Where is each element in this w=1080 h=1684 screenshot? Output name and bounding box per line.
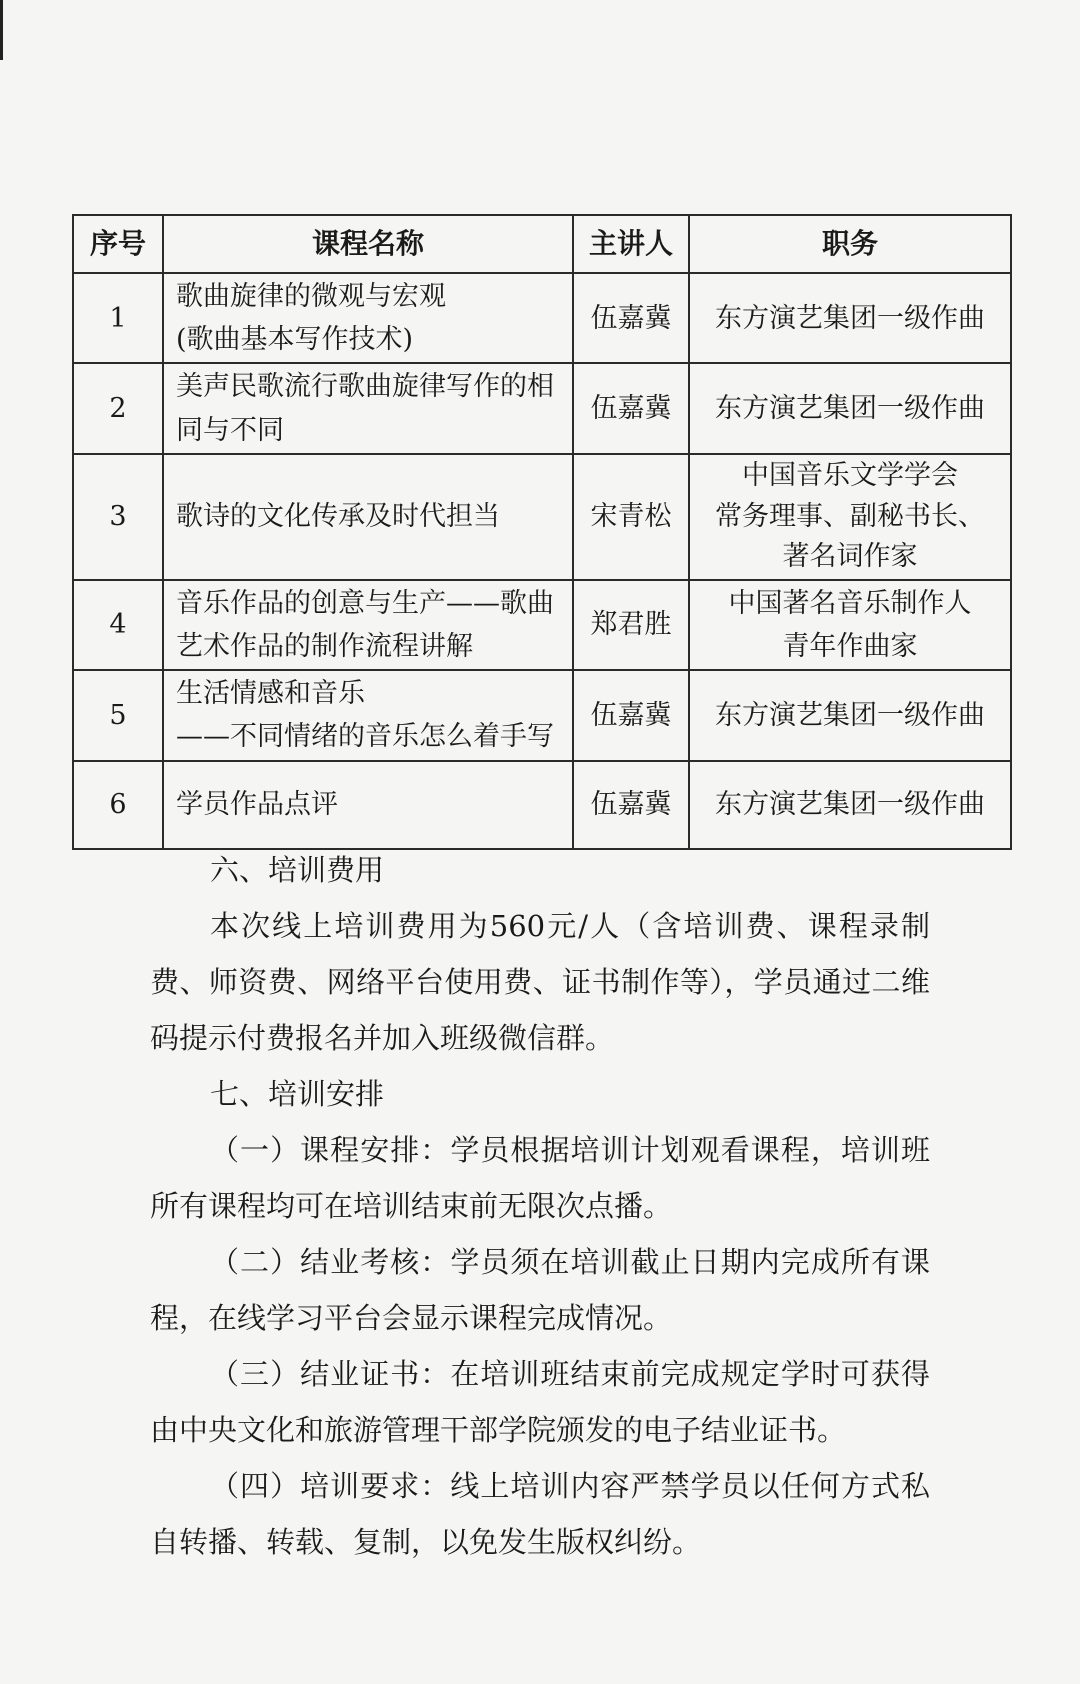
table-header-row bbox=[73, 215, 1011, 273]
table-row bbox=[73, 670, 1011, 760]
row-speaker: 郑君胜 bbox=[573, 580, 689, 670]
row-position: 东方演艺集团一级作曲 bbox=[689, 363, 1011, 453]
table-row bbox=[73, 363, 1011, 453]
header-idx: 序号 bbox=[73, 215, 163, 273]
row-course-name: 学员作品点评 bbox=[163, 761, 573, 849]
course-schedule-table bbox=[72, 214, 1012, 850]
row-position: 中国著名音乐制作人 青年作曲家 bbox=[689, 580, 1011, 670]
table-row bbox=[73, 273, 1011, 363]
row-speaker: 伍嘉冀 bbox=[573, 670, 689, 760]
row-idx: 3 bbox=[73, 454, 163, 580]
row-position: 中国音乐文学学会 常务理事、副秘书长、 著名词作家 bbox=[689, 454, 1011, 580]
row-idx: 2 bbox=[73, 363, 163, 453]
row-idx: 5 bbox=[73, 670, 163, 760]
row-position: 东方演艺集团一级作曲 bbox=[689, 273, 1011, 363]
row-speaker: 伍嘉冀 bbox=[573, 761, 689, 849]
document-body bbox=[150, 842, 930, 1570]
row-position: 东方演艺集团一级作曲 bbox=[689, 761, 1011, 849]
row-course-name: 生活情感和音乐 ——不同情绪的音乐怎么着手写 bbox=[163, 670, 573, 760]
row-course-name: 歌诗的文化传承及时代担当 bbox=[163, 454, 573, 580]
row-speaker: 伍嘉冀 bbox=[573, 363, 689, 453]
row-course-name: 音乐作品的创意与生产——歌曲 艺术作品的制作流程讲解 bbox=[163, 580, 573, 670]
table-row bbox=[73, 761, 1011, 849]
table-row bbox=[73, 580, 1011, 670]
section-7-item-requirements: （四）培训要求：线上培训内容严禁学员以任何方式私自转播、转载、复制，以免发生版权纠纷。 bbox=[150, 1469, 930, 1559]
row-position: 东方演艺集团一级作曲 bbox=[689, 670, 1011, 760]
section-6-heading: 六、培训费用 bbox=[210, 853, 385, 887]
row-course-name: 歌曲旋律的微观与宏观 (歌曲基本写作技术) bbox=[163, 273, 573, 363]
section-6-paragraph: 本次线上培训费用为560元/人（含培训费、课程录制费、师资费、网络平台使用费、证书制作等），学员通过二维码提示付费报名并加入班级微信群。 bbox=[150, 909, 930, 1055]
row-course-name: 美声民歌流行歌曲旋律写作的相 同与不同 bbox=[163, 363, 573, 453]
table-row bbox=[73, 454, 1011, 580]
row-speaker: 伍嘉冀 bbox=[573, 273, 689, 363]
row-speaker: 宋青松 bbox=[573, 454, 689, 580]
section-7-heading: 七、培训安排 bbox=[210, 1077, 385, 1111]
row-idx: 4 bbox=[73, 580, 163, 670]
section-7-item-course-arrangement: （一）课程安排：学员根据培训计划观看课程，培训班所有课程均可在培训结束前无限次点播。 bbox=[150, 1133, 930, 1223]
page-edge-mark bbox=[0, 0, 3, 60]
section-7-item-certificate: （三）结业证书：在培训班结束前完成规定学时可获得由中央文化和旅游管理干部学院颁发的电子结业证书。 bbox=[150, 1357, 930, 1447]
header-speaker: 主讲人 bbox=[573, 215, 689, 273]
row-idx: 1 bbox=[73, 273, 163, 363]
section-7-item-completion-assessment: （二）结业考核：学员须在培训截止日期内完成所有课程，在线学习平台会显示课程完成情况。 bbox=[150, 1245, 930, 1335]
row-idx: 6 bbox=[73, 761, 163, 849]
header-position: 职务 bbox=[689, 215, 1011, 273]
header-course-name: 课程名称 bbox=[163, 215, 573, 273]
